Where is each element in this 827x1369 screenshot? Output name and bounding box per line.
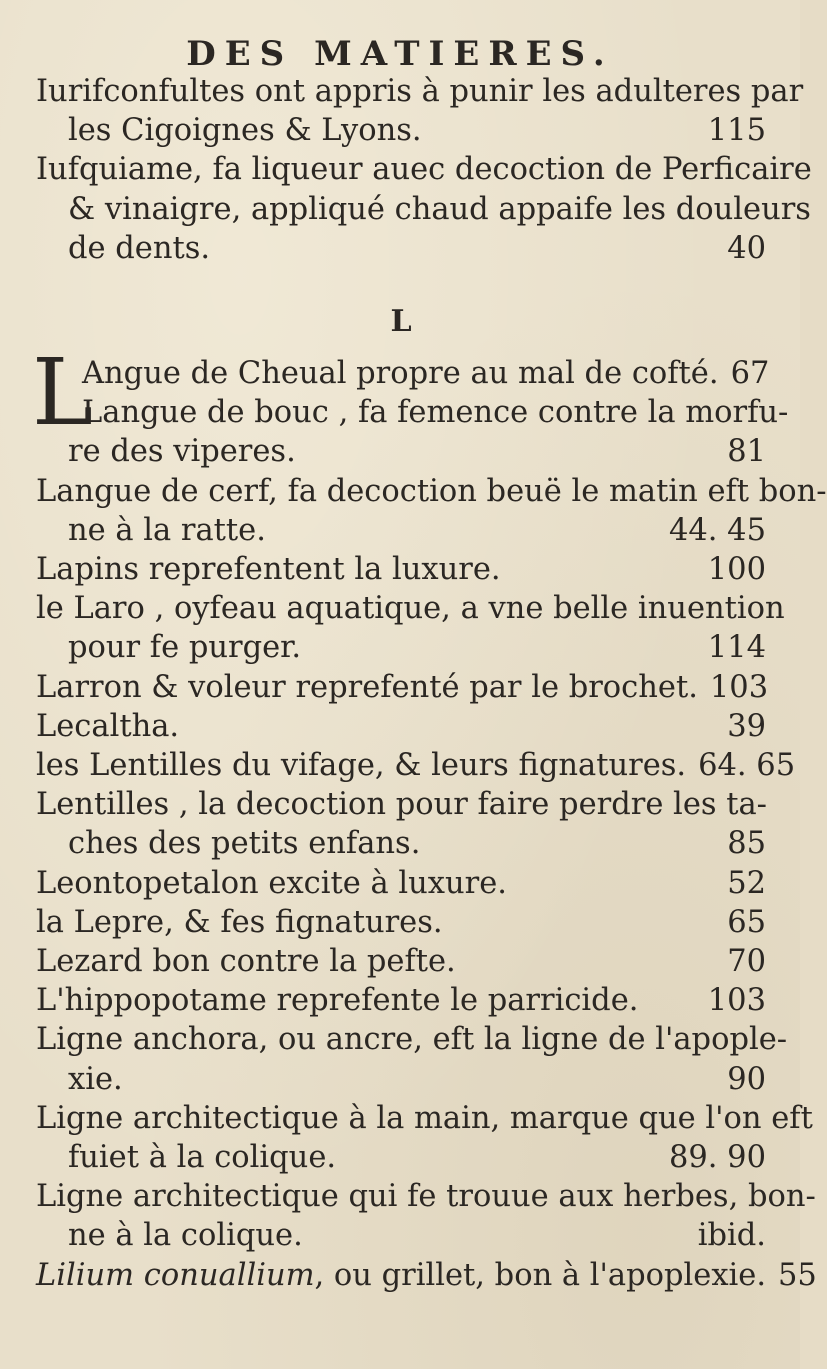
page-number: 85	[727, 826, 766, 862]
entries-before-section	[36, 72, 812, 268]
entry-line	[36, 432, 766, 471]
page-number: 81	[727, 434, 766, 470]
index-entry	[36, 1256, 817, 1295]
entry-text: xie.	[68, 1061, 123, 1097]
entry-text: re des viperes.	[68, 434, 296, 470]
entry-text: de dents.	[68, 230, 211, 266]
index-entry	[36, 1099, 813, 1177]
entry-text: Larron & voleur reprefenté par le brochet.	[36, 669, 698, 705]
entry-text: les Cigoignes & Lyons.	[68, 113, 422, 149]
page-number: 52	[727, 865, 766, 901]
index-entry	[36, 864, 766, 903]
entry-text: Angue de Cheual propre au mal de cofté.	[82, 356, 719, 392]
entry-line	[36, 668, 769, 707]
page-number: 70	[727, 944, 766, 980]
index-entry	[36, 550, 766, 589]
entry-line	[36, 981, 766, 1020]
entry-line	[36, 785, 766, 824]
entry-text: ne à la colique.	[68, 1218, 303, 1254]
index-entry	[36, 72, 804, 150]
page-number: 64. 65	[698, 748, 796, 784]
entry-text: la Lepre, & fes fignatures.	[36, 904, 443, 940]
entry-line	[36, 190, 811, 229]
index-content	[32, 72, 827, 1295]
entry-text: & vinaigre, appliqué chaud appaife les douleurs	[68, 191, 811, 227]
index-entry	[36, 707, 766, 746]
index-entry	[36, 1177, 816, 1255]
entry-line	[36, 824, 766, 863]
entry-text: Iufquiame, fa liqueur auec decoction de Perficaire	[36, 152, 812, 188]
entry-line	[36, 393, 789, 432]
entry-line	[36, 150, 812, 189]
page-number: 115	[707, 113, 766, 149]
page-number: 114	[707, 630, 766, 666]
index-entry	[36, 589, 785, 667]
entry-text: ne à la ratte.	[68, 512, 266, 548]
page-number: 55	[778, 1257, 817, 1293]
index-entry	[36, 746, 796, 785]
page-number: 65	[727, 904, 766, 940]
page-number: 103	[707, 983, 766, 1019]
entry-line	[36, 1020, 788, 1059]
entry-text: Iurifconfultes ont appris à punir les adulteres par	[36, 74, 804, 109]
section-letter: L	[390, 304, 412, 340]
entry-text: Ligne architectique qui fe trouue aux herbes, bon-	[36, 1179, 816, 1215]
entry-italic-term: Lilium conuallium	[36, 1257, 315, 1293]
entries-after-section	[36, 472, 827, 1256]
entry-text: Leontopetalon excite à luxure.	[36, 865, 507, 901]
index-entry	[36, 785, 766, 863]
page-header: DES MATIERES.	[186, 34, 614, 74]
entry-text: Ligne architectique à la main, marque que l'on eft	[36, 1100, 813, 1136]
entry-line	[36, 1256, 817, 1295]
entry-line	[36, 1099, 813, 1138]
page-number: 90	[727, 1061, 766, 1097]
entry-text: Lapins reprefentent la luxure.	[36, 552, 501, 588]
entry-line	[36, 354, 770, 393]
entry-text: Lecaltha.	[36, 708, 180, 744]
entry-line	[36, 589, 785, 628]
entry-text: Langue de bouc , fa femence contre la morfu-	[82, 395, 789, 431]
index-entry	[36, 981, 766, 1020]
entry-text	[36, 1256, 766, 1295]
page-number: 103	[709, 669, 769, 705]
entry-text: ches des petits enfans.	[68, 826, 421, 862]
index-entry	[36, 150, 812, 268]
index-entry	[36, 472, 827, 550]
page-number: 44. 45	[668, 512, 766, 548]
entry-rest: , ou grillet, bon à l'apoplexie.	[314, 1257, 767, 1293]
entry-line	[36, 746, 796, 785]
entry-line	[36, 1138, 766, 1177]
drop-cap: L	[32, 339, 94, 447]
entry-line	[36, 511, 766, 550]
entry-line	[36, 550, 766, 589]
entry-line	[36, 1216, 766, 1255]
entry-line	[36, 864, 766, 903]
entry-line	[36, 229, 766, 268]
entry-text: Langue de cerf, fa decoction beuë le matin eft bon-	[36, 473, 827, 509]
entry-text: fuiet à la colique.	[68, 1140, 337, 1176]
entry-line	[36, 111, 766, 150]
index-entry	[36, 1020, 788, 1098]
entry-text: pour fe purger.	[68, 630, 302, 666]
entry-text: L'hippopotame reprefente le parricide.	[36, 983, 639, 1019]
entry-text: les Lentilles du vifage, & leurs fignatures.	[36, 748, 687, 784]
entry-line	[36, 707, 766, 746]
page-number: 39	[727, 708, 766, 744]
index-entry	[36, 903, 766, 942]
index-entry	[36, 668, 769, 707]
entry-line	[36, 472, 827, 511]
index-entry	[36, 942, 766, 981]
dropcap-entry	[32, 339, 789, 472]
page-number: 40	[727, 230, 766, 266]
entry-line	[36, 903, 766, 942]
page-number: ibid.	[697, 1218, 766, 1254]
entry-text: Lentilles , la decoction pour faire perdre les ta-	[36, 787, 767, 823]
entry-line	[36, 72, 804, 111]
entry-line	[36, 1060, 766, 1099]
entry-line	[36, 1177, 816, 1216]
entry-text: Lezard bon contre la pefte.	[36, 944, 456, 980]
entry-line	[36, 628, 766, 667]
entry-text: le Laro , oyfeau aquatique, a vne belle inuention	[36, 591, 785, 627]
page-number: 89. 90	[668, 1140, 766, 1176]
entry-line	[36, 942, 766, 981]
page-number: 100	[707, 552, 766, 588]
entry-text: Ligne anchora, ou ancre, eft la ligne de l'apople-	[36, 1022, 788, 1058]
page-number: 67	[730, 356, 770, 392]
